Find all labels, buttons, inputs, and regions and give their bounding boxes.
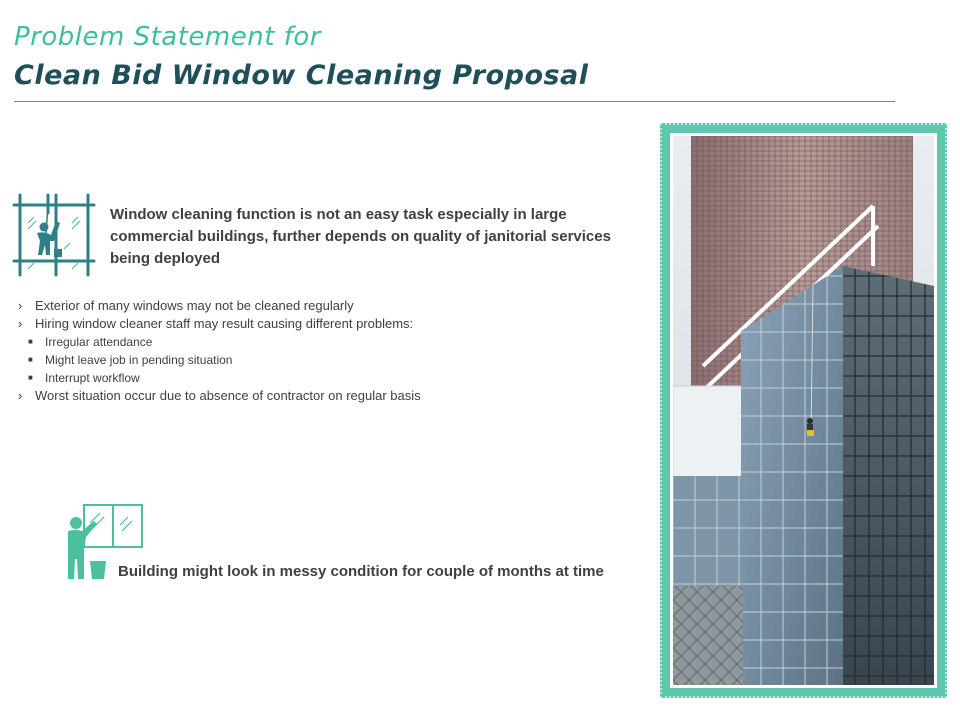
list-item xyxy=(18,351,618,369)
building-photo xyxy=(673,136,934,685)
sub-bullet-marker: ■ xyxy=(28,355,33,364)
list-item xyxy=(18,387,618,405)
bullet-marker: › xyxy=(18,388,23,403)
sub-bullet-marker: ■ xyxy=(28,373,33,382)
bullet-list xyxy=(18,297,618,405)
title-underline xyxy=(14,101,895,102)
bullet-marker: › xyxy=(18,316,23,331)
photo-mat xyxy=(670,133,937,688)
sub-bullet-marker: ■ xyxy=(28,337,33,346)
window-cleaner-rope-icon xyxy=(12,193,96,277)
bullet-marker: › xyxy=(18,298,23,313)
bullet-text: Exterior of many windows may not be cleaned regularly xyxy=(35,298,354,313)
list-item xyxy=(18,297,618,315)
bullet-text: Interrupt workflow xyxy=(45,371,140,385)
title-line-2: Clean Bid Window Cleaning Proposal xyxy=(14,60,589,91)
list-item xyxy=(18,315,618,333)
title-line-1: Problem Statement for xyxy=(14,22,321,52)
bullet-text: Hiring window cleaner staff may result causing different problems: xyxy=(35,316,414,331)
bullet-text: Might leave job in pending situation xyxy=(45,353,233,367)
bullet-text: Worst situation occur due to absence of contractor on regular basis xyxy=(35,388,421,403)
list-item xyxy=(18,333,618,351)
bullet-text: Irregular attendance xyxy=(45,335,153,349)
photo-frame xyxy=(660,123,947,698)
bottom-statement: Building might look in messy condition for couple of months at time xyxy=(118,563,604,580)
lead-statement: Window cleaning function is not an easy task especially in large commercial buildings, further depends on quality of janitorial services being deployed xyxy=(110,206,611,267)
list-item xyxy=(18,369,618,387)
